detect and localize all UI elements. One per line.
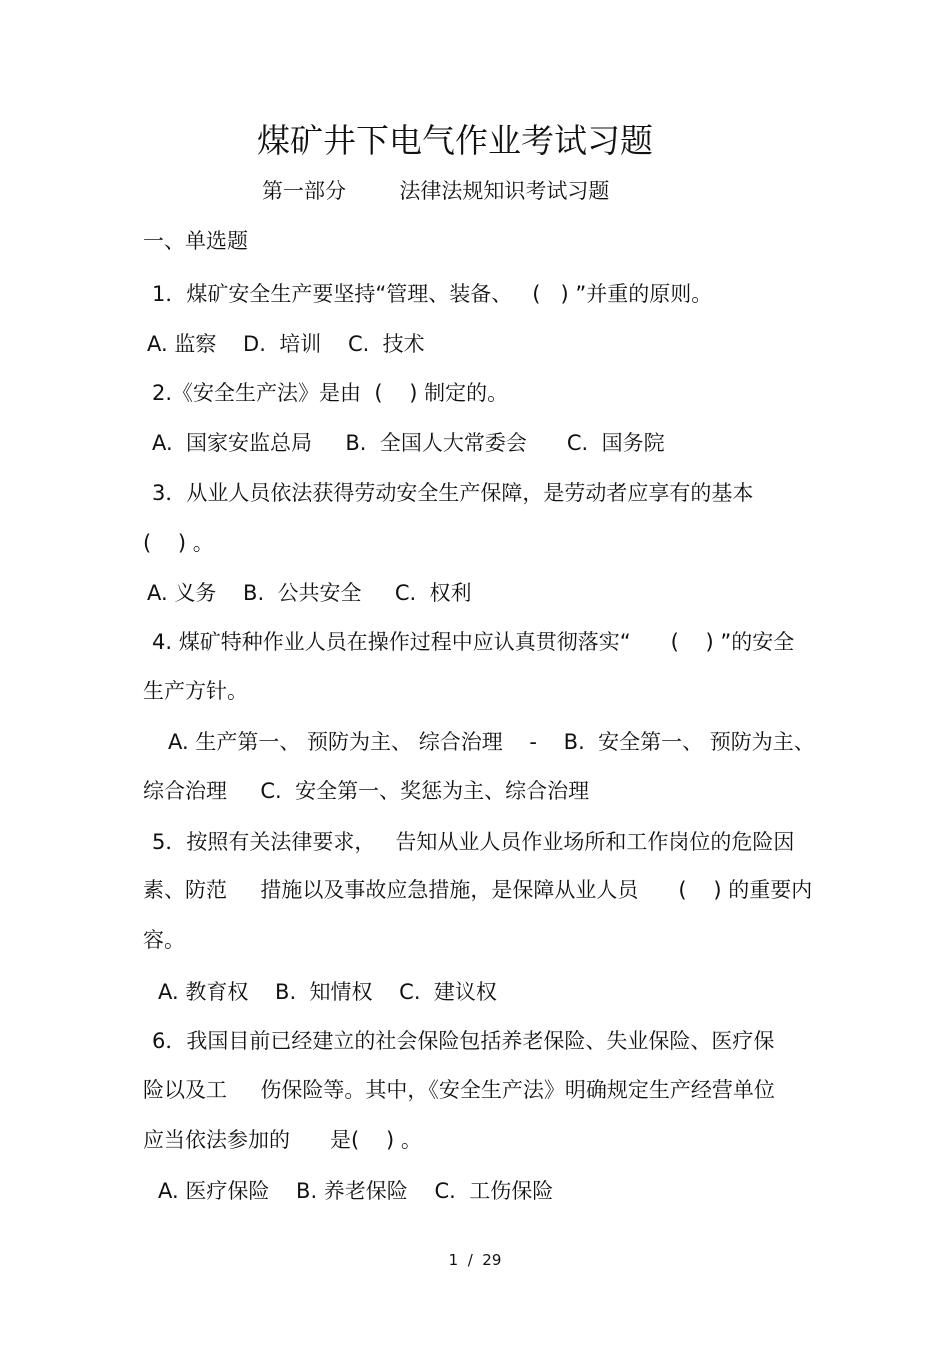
question-5: 5．按照有关法律要求， 告知从业人员作业场所和工作岗位的危险因 [152,830,795,854]
question-2-options: A. 国家安监总局 B. 全国人大常委会 C. 国务院 [152,431,665,455]
question-6-continued: 险以及工 伤保险等。其中，《安全生产法》明确规定生产经营单位 [143,1078,775,1102]
question-3: 3．从业人员依法获得劳动安全生产保障，是劳动者应享有的基本 [152,481,754,505]
question-5-continued: 素、防范 措施以及事故应急措施，是保障从业人员 ( ) 的重要内 [143,878,813,902]
question-1-options: A. 监察 D. 培训 C. 技术 [147,332,425,356]
page-number: 1 / 29 [448,1251,502,1269]
document-title: 煤矿井下电气作业考试习题 [257,121,653,160]
question-6-continued-2: 应当依法参加的 是( ) 。 [143,1128,422,1152]
question-2: 2.《安全生产法》是由 ( ) 制定的。 [152,381,509,405]
question-4-options-continued: 综合治理 C. 安全第一、奖惩为主、综合治理 [143,779,590,803]
question-5-continued-2: 容。 [143,928,185,952]
question-4: 4. 煤矿特种作业人员在操作过程中应认真贯彻落实“ ( ) ”的安全 [152,630,795,654]
question-4-continued: 生产方针。 [143,679,248,703]
question-6: 6．我国目前已经建立的社会保险包括养老保险、失业保险、医疗保 [152,1029,775,1053]
question-1: 1．煤矿安全生产要坚持“管理、装备、 ( ) ”并重的原则。 [152,282,713,306]
section-heading: 第一部分 法律法规知识考试习题 [262,179,610,203]
question-type-heading: 一、单选题 [143,229,248,253]
question-4-options: A. 生产第一、 预防为主、 综合治理 - B. 安全第一、 预防为主、 [168,730,815,754]
question-3-continued: ( ) 。 [143,531,214,555]
question-3-options: A. 义务 B. 公共安全 C. 权利 [147,581,472,605]
question-5-options: A. 教育权 B. 知情权 C. 建议权 [158,980,497,1004]
question-6-options: A. 医疗保险 B. 养老保险 C. 工伤保险 [158,1179,554,1203]
